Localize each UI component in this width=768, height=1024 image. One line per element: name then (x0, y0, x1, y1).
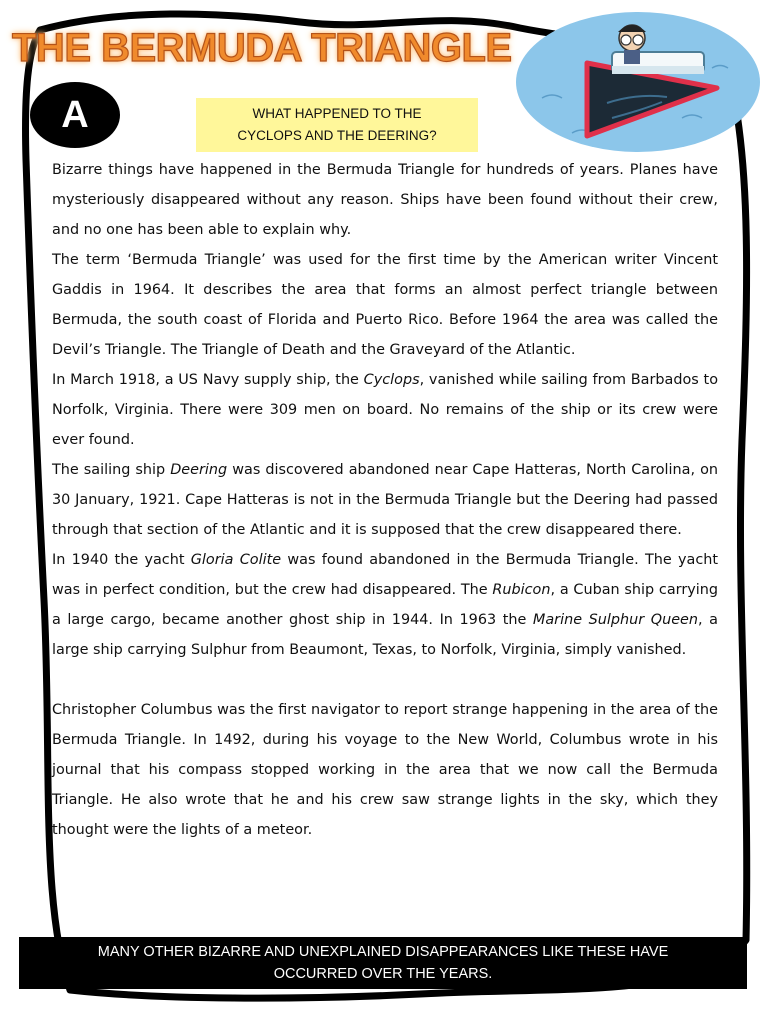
paragraph-2: The term ‘Bermuda Triangle’ was used for the first time by the American writer Vincent Gaddis in 1964. It describes the area that forms an almost perfect triangle between Bermuda, the south coast of Florida and Puerto Rico. Before 1964 the area was called the Devil’s Triangle. The Triangle of Death and the Graveyard of the Atlantic. (52, 252, 718, 358)
section-letter: A (61, 93, 89, 136)
p5-text-c: , a Cuban ship carrying a large cargo, became another ghost ship in 1944. In 1963 the (52, 582, 719, 628)
footer-banner (19, 937, 747, 989)
ship-name-rubicon: Rubicon (492, 582, 551, 598)
bermuda-triangle-illustration-icon (512, 8, 762, 158)
p4-text-a: The sailing ship (52, 462, 171, 478)
section-badge (30, 82, 120, 148)
subtitle-line-1: WHAT HAPPENED TO THE (252, 106, 422, 121)
paragraph-5 (52, 545, 718, 665)
page-title: THE BERMUDA TRIANGLE (12, 26, 512, 70)
p5-text-b: was found abandoned in the Bermuda Triangle. The yacht was in perfect condition, but the crew had disappeared. The (52, 552, 719, 598)
subtitle-line-2: CYCLOPS AND THE DEERING? (237, 128, 437, 143)
paragraph-1: Bizarre things have happened in the Bermuda Triangle for hundreds of years. Planes have mysteriously disappeared without any reason. Ships have been found without their crew, and no one has been able to explain why. (52, 162, 718, 238)
footer-line-2: OCCURRED OVER THE YEARS. (273, 966, 493, 982)
ship-name-cyclops: Cyclops (363, 372, 420, 388)
article-body (52, 155, 718, 845)
p5-text-d: , a large ship carrying Sulphur from Beaumont, Texas, to Norfolk, Virginia, simply vanished. (52, 612, 719, 658)
ship-name-marine-sulphur-queen: Marine Sulphur Queen (532, 612, 699, 628)
p5-text-a: In 1940 the yacht (52, 552, 191, 568)
paragraph-6: Christopher Columbus was the first navigator to report strange happening in the area of the Bermuda Triangle. In 1492, during his voyage to the New World, Columbus wrote in his journal that his compass stopped working in the area that we now call the Bermuda Triangle. He also wrote that he and his crew saw strange lights in the sky, which they thought were the lights of a meteor. (52, 702, 718, 838)
p3-text-a: In March 1918, a US Navy supply ship, the (52, 372, 364, 388)
subtitle-box (196, 98, 478, 152)
p3-text-b: , vanished while sailing from Barbados to Norfolk, Virginia. There were 309 men on board. No remains of the ship or its crew were ever found. (52, 372, 718, 448)
footer-line-1: MANY OTHER BIZARRE AND UNEXPLAINED DISAPPEARANCES LIKE THESE HAVE (97, 944, 669, 960)
ship-name-gloria-colite: Gloria Colite (190, 552, 282, 568)
paragraph-4 (52, 455, 718, 545)
p4-text-b: was discovered abandoned near Cape Hatteras, North Carolina, on 30 January, 1921. Cape Hatteras is not in the Bermuda Triangle but the Deering had passed through that section of the Atlantic and it is supposed that the crew disappeared there. (52, 462, 718, 538)
paragraph-3 (52, 365, 718, 455)
ship-name-deering: Deering (170, 462, 228, 478)
